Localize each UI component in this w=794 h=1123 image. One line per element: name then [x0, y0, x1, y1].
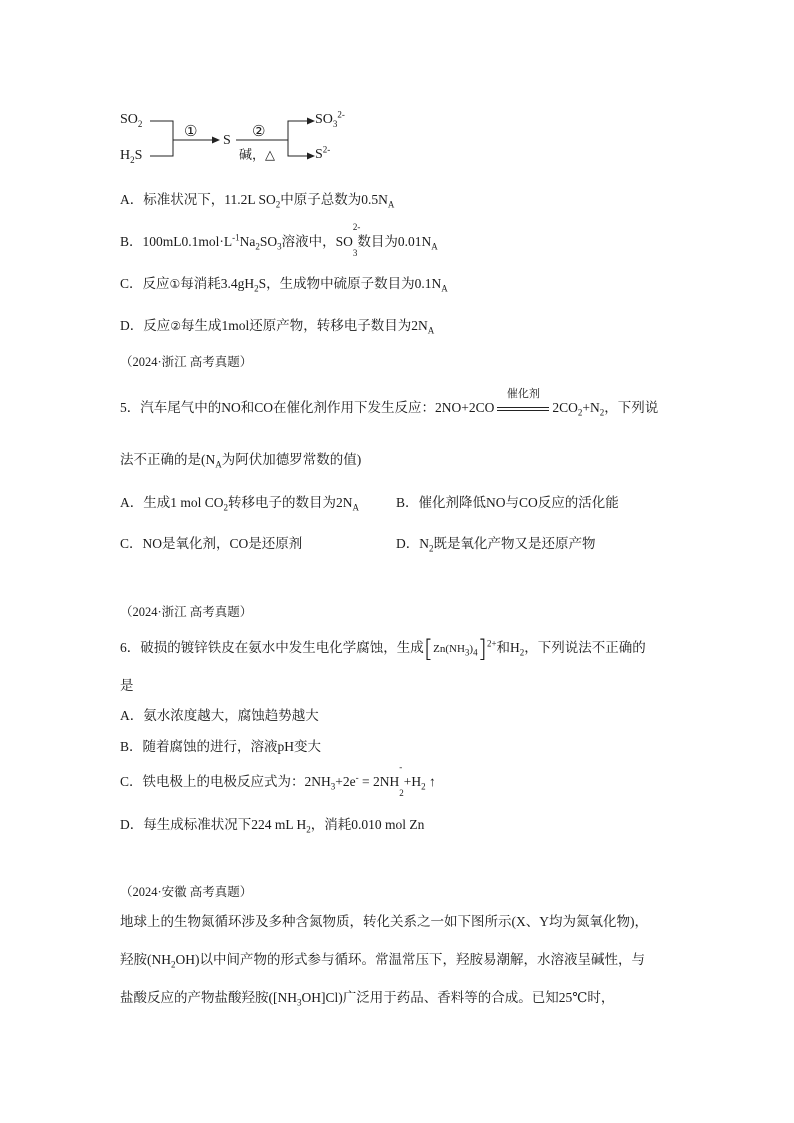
q5-eq-condition: 催化剂 — [494, 398, 552, 418]
q5-stem-line2: 法不正确的是($N_A$为阿伏加德罗常数的值) — [120, 452, 362, 470]
q7-paragraph-line3: 盐酸反应的产物盐酸羟胺$([NH_3OH]Cl)$广泛用于药品、香料等的合成。已知25℃时， — [120, 990, 615, 1008]
scheme-so3: $SO_3^{2-}$ — [315, 109, 345, 129]
scheme-s2: $S^{2-}$ — [315, 144, 331, 162]
q4-option-a: A．标准状况下，11.2L $SO_2$中原子总数为$0.5N_A$ — [120, 192, 395, 210]
step-1-label: ① — [184, 122, 198, 140]
scheme-s: S — [223, 133, 231, 148]
q4-option-b: B．$100mL0.1mol\cdot L^{-1}Na_2SO_3$溶液中，SO 2- $_3$数目为$0.01N_A$ — [120, 221, 438, 258]
q5-option-d: D．$N_2$既是氧化产物又是还原产物 — [396, 536, 596, 554]
q6-source: （2024·浙江 高考真题） — [120, 605, 253, 619]
q5-option-c: C．NO是氧化剂，CO是还原剂 — [120, 536, 303, 551]
q6-option-c: C．铁电极上的电极反应式为：$2NH_3+2e^- = 2NH$ - $_2+H_2$ ↑ — [120, 761, 436, 798]
q6-option-b: B．随着腐蚀的进行，溶液pH变大 — [120, 739, 322, 754]
scheme-so2: $SO_2$ — [120, 112, 143, 129]
q5-option-a: A．生成1 mol $CO_2$转移电子的数目为$2N_A$ — [120, 495, 360, 513]
q5-option-b: B．催化剂降低NO与CO反应的活化能 — [396, 495, 619, 510]
step-2-condition: 碱，△ — [239, 147, 275, 162]
q6-stem-line1: 6．破损的镀锌铁皮在氨水中发生电化学腐蚀，生成$[Zn(NH_3)_4]^{2+}$和$H_2$，下列说法不正确的 — [120, 634, 646, 663]
q5-stem-line1: 5．汽车尾气中的NO和CO在催化剂作用下发生反应：2NO+2CO 催化剂 $2CO_2+N_2$，下列说 — [120, 388, 659, 418]
q7-source: （2024·安徽 高考真题） — [120, 885, 253, 899]
q7-paragraph-line1: 地球上的生物氮循环涉及多种含氮物质，转化关系之一如下图所示(X、Y均为氮氧化物)， — [120, 914, 648, 929]
q6-option-d: D．每生成标准状况下224 mL $H_2$，消耗0.010 mol Zn — [120, 817, 425, 835]
q6-stem-line2: 是 — [120, 678, 134, 693]
step-2-label: ② — [252, 122, 266, 140]
q5-source: （2024·浙江 高考真题） — [120, 355, 253, 369]
q6-option-a: A．氨水浓度越大，腐蚀趋势越大 — [120, 708, 319, 723]
reaction-scheme — [118, 104, 358, 170]
q4-option-d: D．反应②每生成1mol还原产物，转移电子数目为$2N_A$ — [120, 318, 435, 336]
q7-paragraph-line2: 羟胺$(NH_2OH)$以中间产物的形式参与循环。常温常压下，羟胺易潮解，水溶液呈碱性，与 — [120, 952, 645, 970]
q4-option-c: C．反应①每消耗$3.4gH_2S$，生成物中硫原子数目为$0.1N_A$ — [120, 276, 448, 294]
scheme-h2s: $H_2S$ — [120, 148, 143, 165]
